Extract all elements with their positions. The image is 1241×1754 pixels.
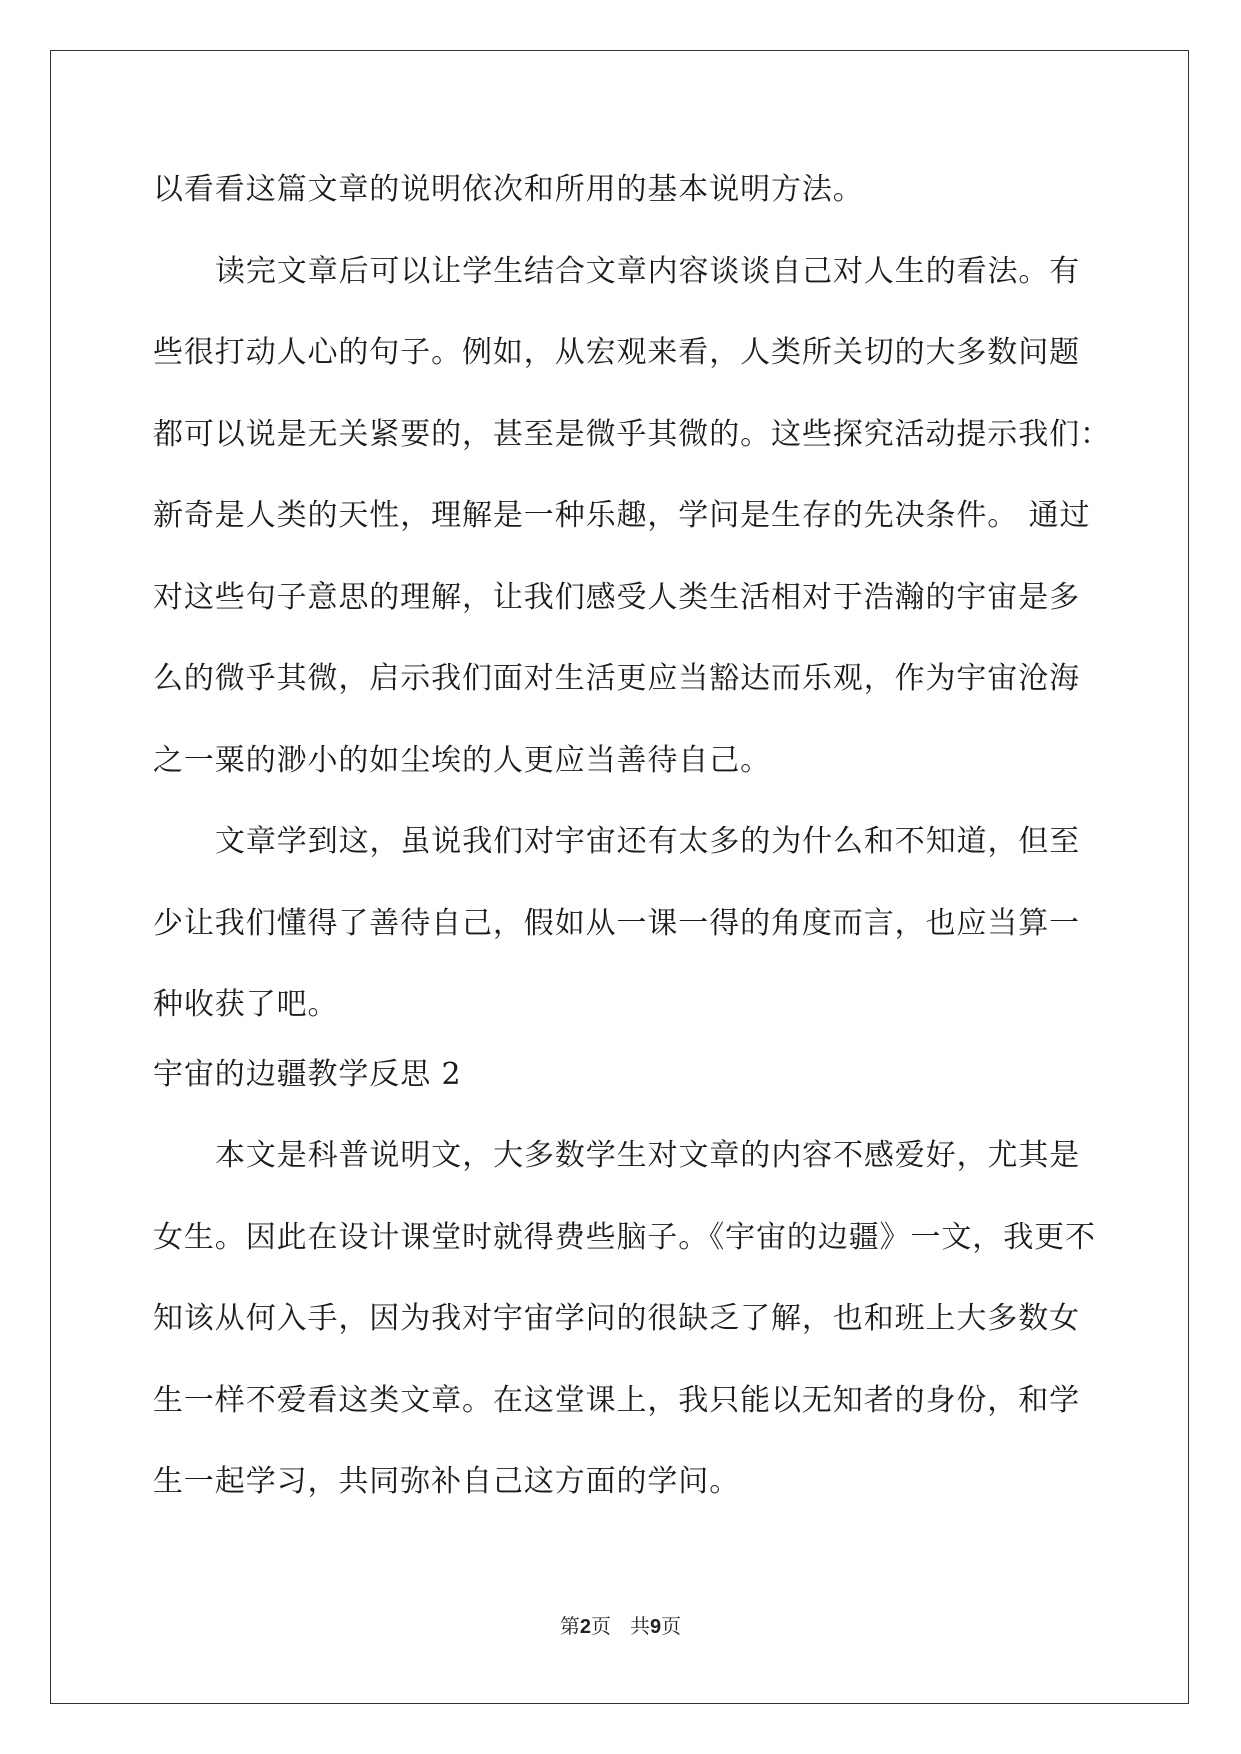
text-line: 生一样不爱看这类文章。在这堂课上，我只能以无知者的身份，和学 xyxy=(153,1383,1080,1418)
text-line: 新奇是人类的天性，理解是一种乐趣，学问是生存的先决条件。 通过 xyxy=(153,498,1091,533)
text-line: 读完文章后可以让学生结合文章内容谈谈自己对人生的看法。有 xyxy=(215,254,1081,289)
text-line: 么的微乎其微，启示我们面对生活更应当豁达而乐观，作为宇宙沧海 xyxy=(153,661,1080,696)
current-page-number: 2 xyxy=(579,1616,591,1638)
text-line: 本文是科普说明文，大多数学生对文章的内容不感爱好，尤其是 xyxy=(215,1138,1081,1173)
text-line: 以看看这篇文章的说明依次和所用的基本说明方法。 xyxy=(153,172,864,207)
total-page-number: 9 xyxy=(650,1616,662,1638)
footer-mid: 页 共 xyxy=(590,1614,651,1638)
text-line: 生一起学习，共同弥补自己这方面的学问。 xyxy=(153,1464,741,1499)
text-line: 之一粟的渺小的如尘埃的人更应当善待自己。 xyxy=(153,743,771,778)
footer-prefix: 第 xyxy=(559,1614,580,1638)
section-heading: 宇宙的边疆教学反思 2 xyxy=(153,1057,462,1092)
text-line: 种收获了吧。 xyxy=(153,987,339,1022)
text-line: 少让我们懂得了善待自己，假如从一课一得的角度而言，也应当算一 xyxy=(153,906,1080,941)
text-line: 对这些句子意思的理解，让我们感受人类生活相对于浩瀚的宇宙是多 xyxy=(153,580,1080,615)
text-line: 知该从何入手，因为我对宇宙学问的很缺乏了解，也和班上大多数女 xyxy=(153,1301,1080,1336)
footer-suffix: 页 xyxy=(661,1614,682,1638)
text-line: 文章学到这，虽说我们对宇宙还有太多的为什么和不知道，但至 xyxy=(215,824,1081,859)
text-line: 都可以说是无关紧要的，甚至是微乎其微的。这些探究活动提示我们： xyxy=(153,417,1111,452)
page-footer xyxy=(0,1610,1241,1639)
text-line: 女生。因此在设计课堂时就得费些脑子。《宇宙的边疆》一文，我更不 xyxy=(153,1220,1096,1255)
text-line: 些很打动人心的句子。例如，从宏观来看，人类所关切的大多数问题 xyxy=(153,335,1080,370)
page-border xyxy=(50,50,1189,1704)
